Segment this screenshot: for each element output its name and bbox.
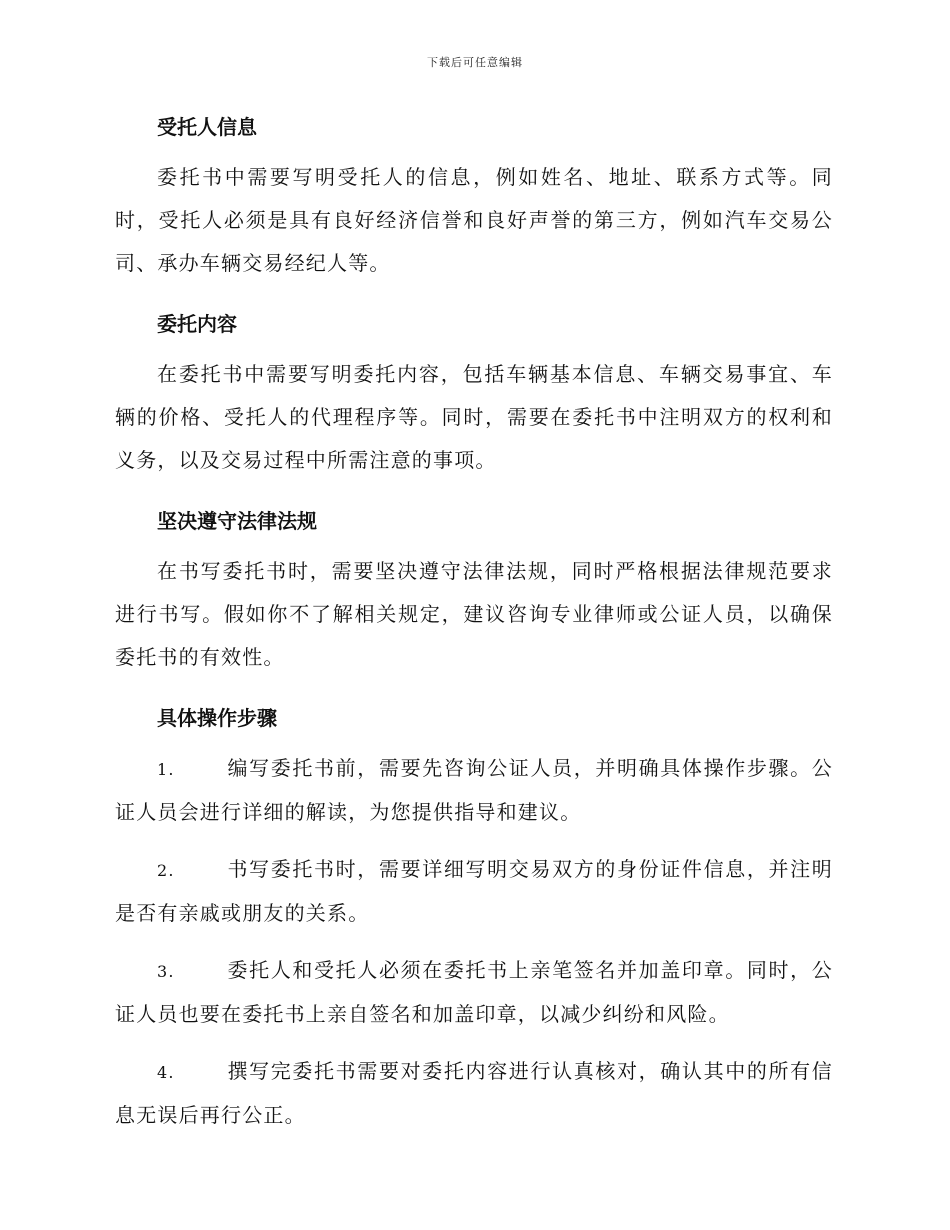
section-title-operation-steps: 具体操作步骤 xyxy=(157,706,277,730)
document-body xyxy=(115,112,833,1137)
paragraph-entrust-content: 在委托书中需要写明委托内容，包括车辆基本信息、车辆交易事宜、车辆的价格、受托人的代理程序等。同时，需要在委托书中注明双方的权利和义务，以及交易过程中所需注意的事项。 xyxy=(115,362,833,472)
step-item xyxy=(115,848,833,935)
section-title-trustee-info: 受托人信息 xyxy=(157,115,257,139)
step-item xyxy=(115,949,833,1036)
step-number: 4. xyxy=(157,1063,175,1082)
step-number: 2. xyxy=(157,861,175,880)
paragraph-legal-compliance: 在书写委托书时，需要坚决遵守法律法规，同时严格根据法律规范要求进行书写。假如你不了解相关规定，建议咨询专业律师或公证人员，以确保委托书的有效性。 xyxy=(115,559,833,669)
step-item xyxy=(115,1050,833,1137)
step-number: 3. xyxy=(157,962,175,981)
step-number: 1. xyxy=(157,760,175,779)
section-title-legal-compliance: 坚决遵守法律法规 xyxy=(157,509,317,533)
step-item xyxy=(115,747,833,834)
step-text: 书写委托书时，需要详细写明交易双方的身份证件信息，并注明是否有亲戚或朋友的关系。 xyxy=(115,857,833,925)
paragraph-trustee-info: 委托书中需要写明受托人的信息，例如姓名、地址、联系方式等。同时，受托人必须是具有良好经济信誉和良好声誉的第三方，例如汽车交易公司、承办车辆交易经纪人等。 xyxy=(115,165,833,275)
section-title-entrust-content: 委托内容 xyxy=(157,312,237,336)
step-text: 撰写完委托书需要对委托内容进行认真核对，确认其中的所有信息无误后再行公正。 xyxy=(115,1059,833,1127)
header-note: 下载后可任意编辑 xyxy=(427,56,523,69)
step-text: 委托人和受托人必须在委托书上亲笔签名并加盖印章。同时，公证人员也要在委托书上亲自签名和加盖印章，以减少纠纷和风险。 xyxy=(115,958,833,1026)
step-text: 编写委托书前，需要先咨询公证人员，并明确具体操作步骤。公证人员会进行详细的解读，为您提供指导和建议。 xyxy=(115,756,833,824)
